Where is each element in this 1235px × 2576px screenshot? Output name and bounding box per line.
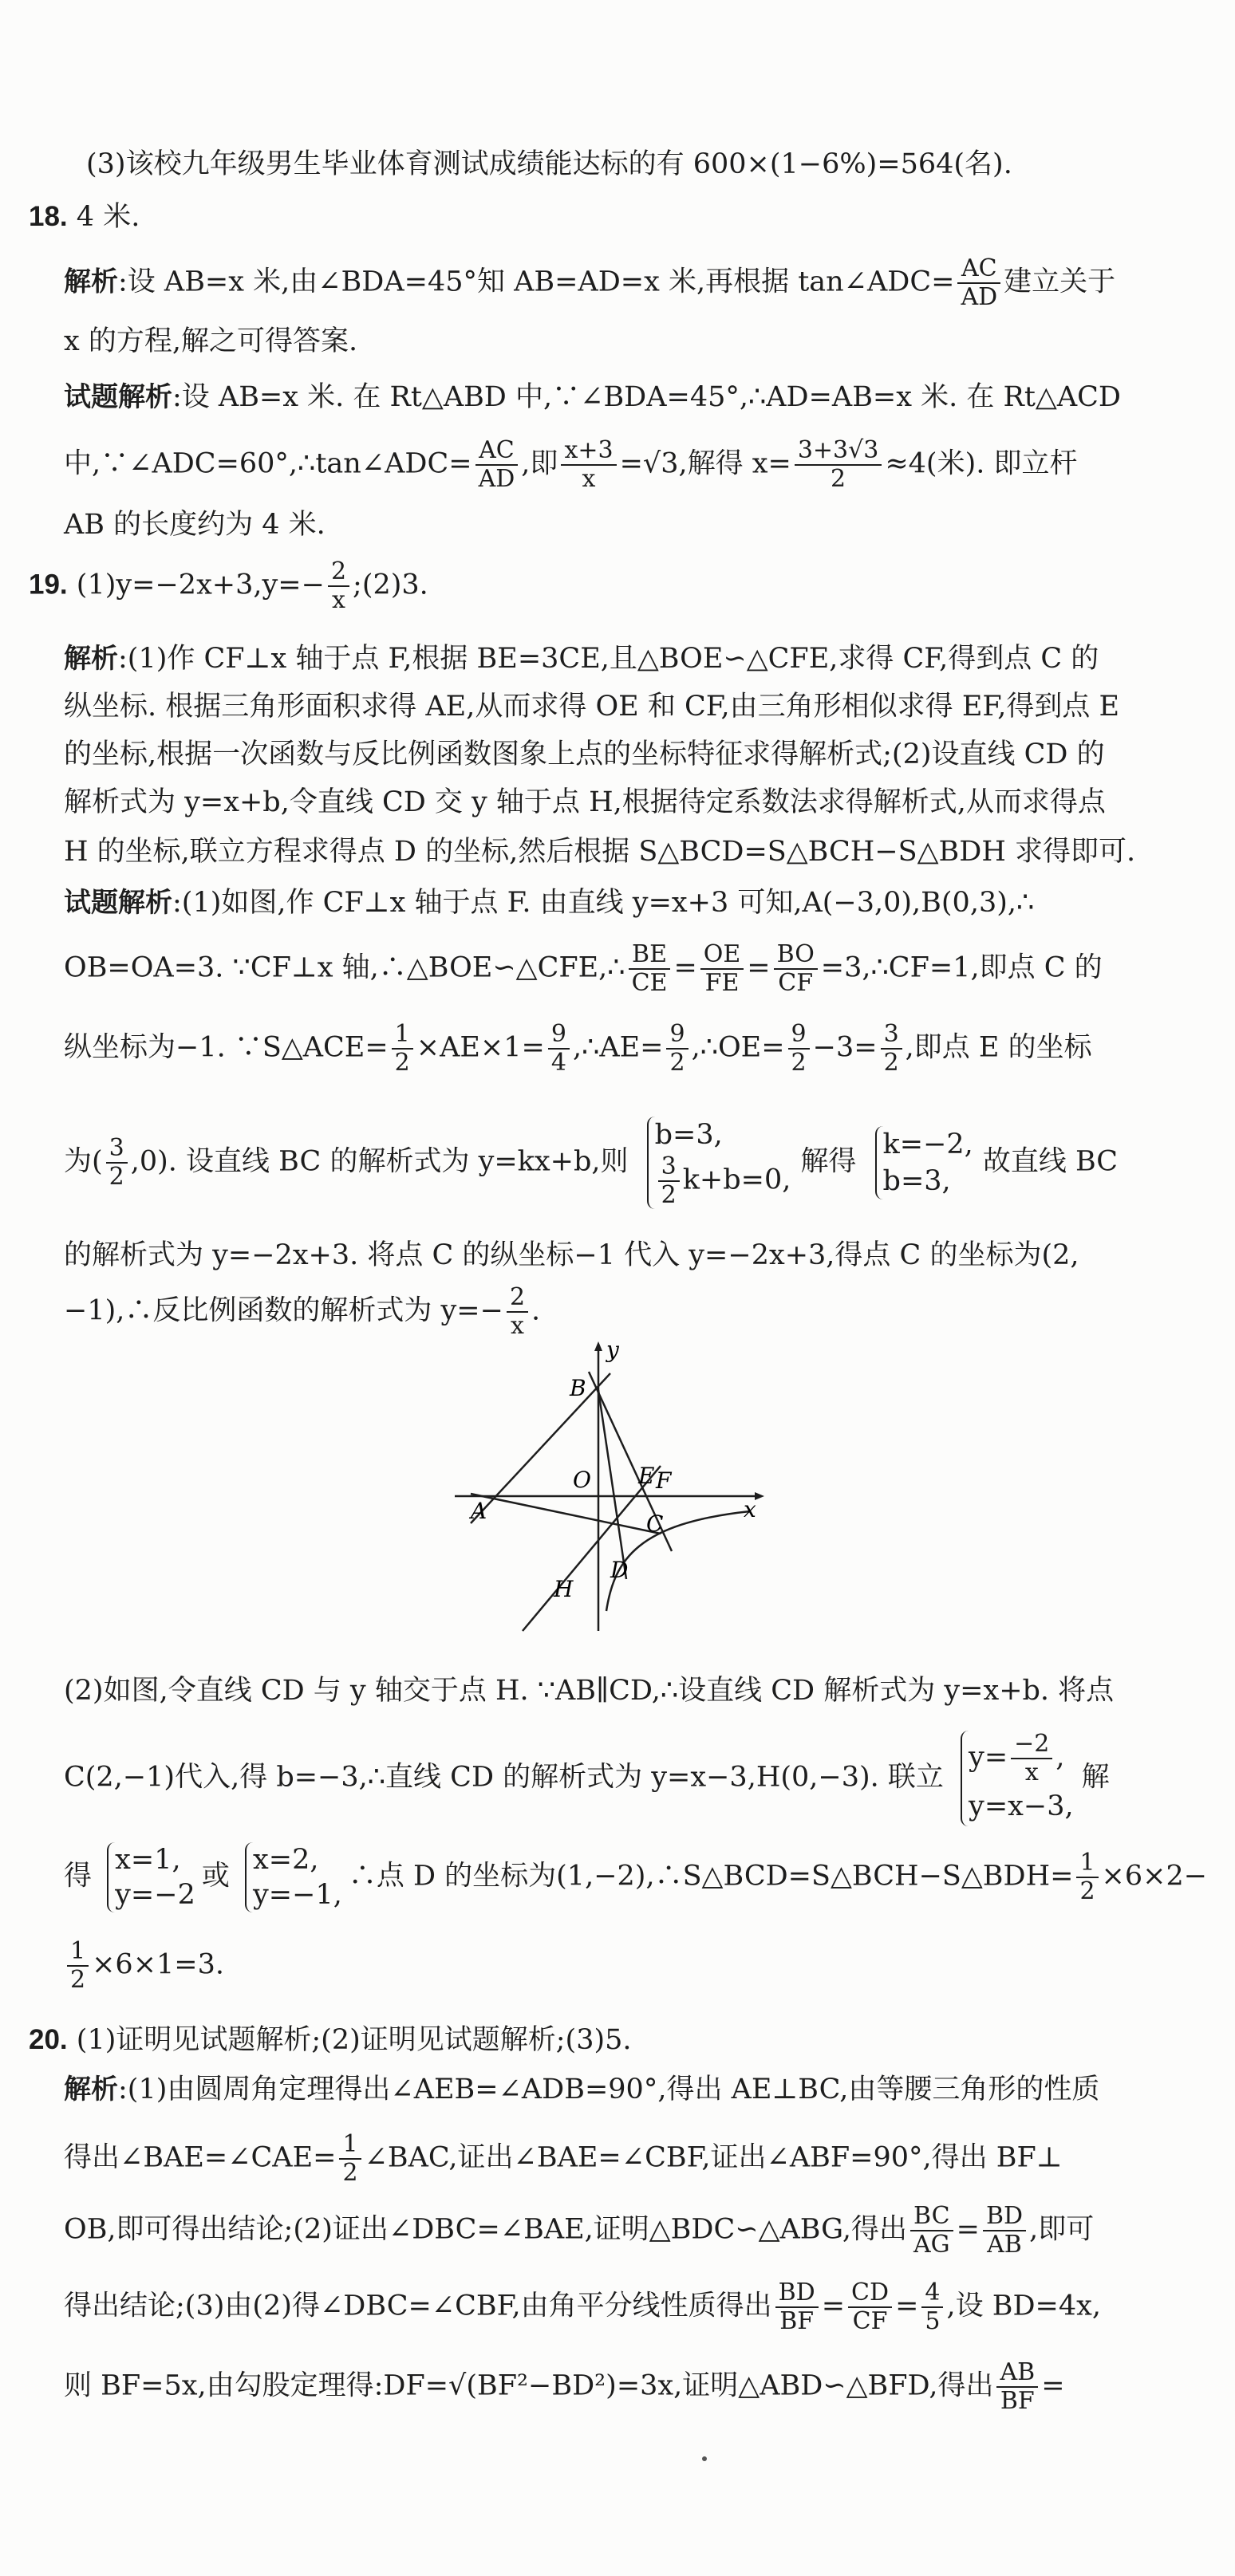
q19-solution-line4: 为( $\frac{3}{2}$ ,0). 设直线 BC 的解析式为 y=kx+b,则 b=3, $\frac{3}{2}$ k+b=0, 解得 k=−2, b=3, 故直线 BC bbox=[64, 1117, 1118, 1209]
q19-header bbox=[29, 558, 428, 614]
q18-fraction-ac-ad: $\frac{AC}{AD}$ bbox=[475, 437, 519, 493]
q20-analysis-line4: 得出结论;(3)由(2)得∠DBC=∠CBF,由角平分线性质得出 $\frac{BD}{BF}$ = $\frac{CD}{CF}$ = $\frac{4}{5}$ ,设 BD=4x, bbox=[64, 2279, 1101, 2335]
q20-fraction-bd-bf: $\frac{BD}{BF}$ bbox=[775, 2279, 819, 2335]
line-cd bbox=[523, 1466, 664, 1631]
q20-analysis-line1: 解析:(1)由圆周角定理得出∠AEB=∠ADB=90°,得出 AE⊥BC,由等腰三角形的性质 bbox=[64, 2074, 1100, 2105]
q19-system-3: y= $\frac{-2}{x}$ , y=x−3, bbox=[961, 1731, 1074, 1826]
q18-solution-text-b1: 中,∵∠ADC=60°,∴tan∠ADC= bbox=[64, 447, 472, 480]
q18-analysis-fraction: $\frac{AC}{AD}$ bbox=[957, 255, 1000, 311]
q19-analysis-line1: 解析:(1)作 CF⊥x 轴于点 F,根据 BE=3CE,且△BOE∽△CFE,求得 CF,得到点 C 的 bbox=[64, 643, 1099, 675]
q18-number: 18. bbox=[29, 201, 68, 232]
q20-answer: (1)证明见试题解析;(2)证明见试题解析;(3)5. bbox=[76, 2024, 632, 2056]
q19-fraction-be-ce: $\frac{BE}{CE}$ bbox=[629, 941, 671, 997]
q19-fraction-9-2-a: $\frac{9}{2}$ bbox=[666, 1021, 688, 1077]
q18-header bbox=[29, 195, 140, 234]
q19-part2-line3: 得 x=1, y=−2 或 x=2, y=−1, ∴点 D 的坐标为(1,−2),∴S△BCD=S△BCH−S△BDH= $\frac{1}{2}$ ×6×2− bbox=[64, 1844, 1208, 1911]
q18-analysis-line2: x 的方程,解之可得答案. bbox=[64, 325, 358, 357]
q19-analysis-label: 解析 bbox=[64, 643, 118, 675]
label-x: x bbox=[744, 1496, 756, 1522]
q18-fraction-solution: $\frac{3+3√3}{2}$ bbox=[795, 437, 882, 493]
q19-figure bbox=[447, 1340, 782, 1643]
label-d: D bbox=[610, 1557, 629, 1583]
q19-fraction-bo-cf: $\frac{BO}{CF}$ bbox=[774, 941, 818, 997]
q19-fraction-2-x: $\frac{2}{x}$ bbox=[507, 1284, 528, 1340]
x-axis-arrow bbox=[755, 1492, 764, 1500]
q18-analysis-line1 bbox=[64, 255, 1115, 311]
q18-answer: 4 米. bbox=[76, 201, 140, 233]
q20-fraction-bc-ag: $\frac{BC}{AG}$ bbox=[910, 2203, 953, 2259]
q19-fraction-1-2: $\frac{1}{2}$ bbox=[392, 1021, 413, 1077]
q20-analysis-label: 解析 bbox=[64, 2074, 118, 2105]
q19-system-2: k=−2, b=3, bbox=[875, 1126, 973, 1199]
q20-fraction-4-5: $\frac{4}{5}$ bbox=[921, 2279, 943, 2335]
q19-part2-line2: C(2,−1)代入,得 b=−3,∴直线 CD 的解析式为 y=x−3,H(0,−3). 联立 y= $\frac{-2}{x}$ , y=x−3, 解 bbox=[64, 1731, 1110, 1826]
q19-solution-line3: 纵坐标为−1. ∵S△ACE= $\frac{1}{2}$ ×AE×1= $\frac{9}{4}$ ,∴AE= $\frac{9}{2}$ ,∴OE= $\frac{9}{2}$ −3= $\frac{3}{2}$ ,即点 E 的坐标 bbox=[64, 1020, 1092, 1077]
label-f: F bbox=[656, 1467, 672, 1494]
q19-analysis-line4: 解析式为 y=x+b,令直线 CD 交 y 轴于点 H,根据待定系数法求得解析式,从而求得点 bbox=[64, 786, 1106, 818]
q20-fraction-bd-ab: $\frac{BD}{AB}$ bbox=[983, 2203, 1026, 2259]
q19-analysis-line3: 的坐标,根据一次函数与反比例函数图象上点的坐标特征求得解析式;(2)设直线 CD 的 bbox=[64, 739, 1105, 770]
scan-dot bbox=[702, 2456, 707, 2461]
q18-solution-line3: AB 的长度约为 4 米. bbox=[64, 509, 326, 541]
q19-solution-line5: 的解析式为 y=−2x+3. 将点 C 的纵坐标−1 代入 y=−2x+3,得点 C 的坐标为(2, bbox=[64, 1239, 1079, 1271]
q20-analysis-line2: 得出∠BAE=∠CAE= $\frac{1}{2}$ ∠BAC,证出∠BAE=∠CBF,证出∠ABF=90°,得出 BF⊥ bbox=[64, 2130, 1063, 2187]
q19-solution-line6: −1),∴反比例函数的解析式为 y=− $\frac{2}{x}$ . bbox=[64, 1283, 541, 1340]
q18-fraction-x3: $\frac{x+3}{x}$ bbox=[561, 437, 616, 493]
label-o: O bbox=[573, 1467, 591, 1493]
q19-solution-line2: OB=OA=3. ∵CF⊥x 轴,∴△BOE∽△CFE,∴ $\frac{BE}{CE}$ = $\frac{OE}{FE}$ = $\frac{BO}{CF}$ =3,∴CF=1,即点 C 的 bbox=[64, 940, 1103, 997]
q20-fraction-ab-bf: $\frac{AB}{BF}$ bbox=[996, 2359, 1038, 2415]
q19-fraction-9-2-b: $\frac{9}{2}$ bbox=[788, 1021, 810, 1077]
q19-answer-fraction: $\frac{2}{x}$ bbox=[328, 558, 349, 614]
q19-number: 19. bbox=[29, 569, 68, 601]
q19-fraction-1-2-b: $\frac{1}{2}$ bbox=[1076, 1849, 1098, 1905]
q18-analysis-label: 解析 bbox=[64, 266, 118, 298]
q19-system-4: x=1, y=−2 bbox=[107, 1842, 195, 1912]
q19-system-5: x=2, y=−1, bbox=[245, 1842, 342, 1912]
q19-fraction-3-2-b: $\frac{3}{2}$ bbox=[106, 1135, 128, 1191]
q18-solution-text-a: :设 AB=x 米. 在 Rt△ABD 中,∵∠BDA=45°,∴AD=AB=x 米. 在 Rt△ACD bbox=[172, 381, 1121, 413]
q19-answer-b: ;(2)3. bbox=[353, 569, 428, 601]
q19-fraction-3-2: $\frac{3}{2}$ bbox=[881, 1021, 902, 1077]
label-h: H bbox=[554, 1576, 574, 1602]
q19-fraction-1-2-c: $\frac{1}{2}$ bbox=[67, 1938, 89, 1994]
q19-fraction-9-4: $\frac{9}{4}$ bbox=[548, 1021, 570, 1077]
q20-header bbox=[29, 2018, 632, 2058]
q18-analysis-text-a: :设 AB=x 米,由∠BDA=45°知 AB=AD=x 米,再根据 tan∠ADC= bbox=[118, 266, 955, 298]
line-ab bbox=[471, 1373, 610, 1523]
label-c: C bbox=[646, 1511, 664, 1537]
q18-solution-line1 bbox=[64, 375, 1121, 415]
q19-fraction-m2-x: $\frac{-2}{x}$ bbox=[1011, 1731, 1052, 1786]
q19-system-1: b=3, $\frac{3}{2}$ k+b=0, bbox=[647, 1117, 791, 1209]
q20-fraction-1-2: $\frac{1}{2}$ bbox=[339, 2131, 361, 2187]
q19-answer-a: (1)y=−2x+3,y=− bbox=[76, 569, 325, 601]
q20-fraction-cd-cf: $\frac{CD}{CF}$ bbox=[848, 2279, 892, 2335]
line-bd bbox=[598, 1390, 626, 1579]
q20-analysis-line3: OB,即可得出结论;(2)证出∠DBC=∠BAE,证明△BDC∽△ABG,得出 $\frac{BC}{AG}$ = $\frac{BD}{AB}$ ,即可 bbox=[64, 2202, 1095, 2259]
q20-number: 20. bbox=[29, 2024, 68, 2055]
q19-fraction-oe-fe: $\frac{OE}{FE}$ bbox=[700, 941, 744, 997]
label-y: y bbox=[606, 1340, 619, 1363]
q19-solution-line1: 试题解析:(1)如图,作 CF⊥x 轴于点 F. 由直线 y=x+3 可知,A(−3,0),B(0,3),∴ bbox=[64, 887, 1035, 919]
q20-analysis-line5: 则 BF=5x,由勾股定理得:DF=√(BF²−BD²)=3x,证明△ABD∽△BFD,得出 $\frac{AB}{BF}$ = bbox=[64, 2358, 1065, 2415]
label-b: B bbox=[570, 1375, 586, 1401]
q19-analysis-line2: 纵坐标. 根据三角形面积求得 AE,从而求得 OE 和 CF,由三角形相似求得 EF,得到点 E bbox=[64, 691, 1119, 723]
q19-solution-label: 试题解析 bbox=[64, 887, 172, 919]
label-e: E bbox=[638, 1463, 655, 1489]
q19-part2-line4: $\frac{1}{2}$ ×6×1=3. bbox=[64, 1938, 224, 1994]
q17-line3: (3)该校九年级男生毕业体育测试成绩能达标的有 600×(1−6%)=564(名). bbox=[86, 148, 1012, 180]
y-axis-arrow bbox=[594, 1341, 602, 1351]
q19-part2-line1: (2)如图,令直线 CD 与 y 轴交于点 H. ∵AB∥CD,∴设直线 CD 解析式为 y=x+b. 将点 bbox=[64, 1675, 1115, 1707]
q18-solution-line2: 中,∵∠ADC=60°,∴tan∠ADC= $\frac{AC}{AD}$ ,即 $\frac{x+3}{x}$ =√3,解得 x= $\frac{3+3√3}{2}$ ≈4(米). 即立杆 bbox=[64, 436, 1078, 493]
q18-analysis-text-b: 建立关于 bbox=[1004, 266, 1116, 298]
label-a: A bbox=[471, 1498, 487, 1524]
q19-analysis-line5: H 的坐标,联立方程求得点 D 的坐标,然后根据 S△BCD=S△BCH−S△BDH 求得即可. bbox=[64, 836, 1136, 868]
q18-solution-label: 试题解析 bbox=[64, 381, 172, 413]
